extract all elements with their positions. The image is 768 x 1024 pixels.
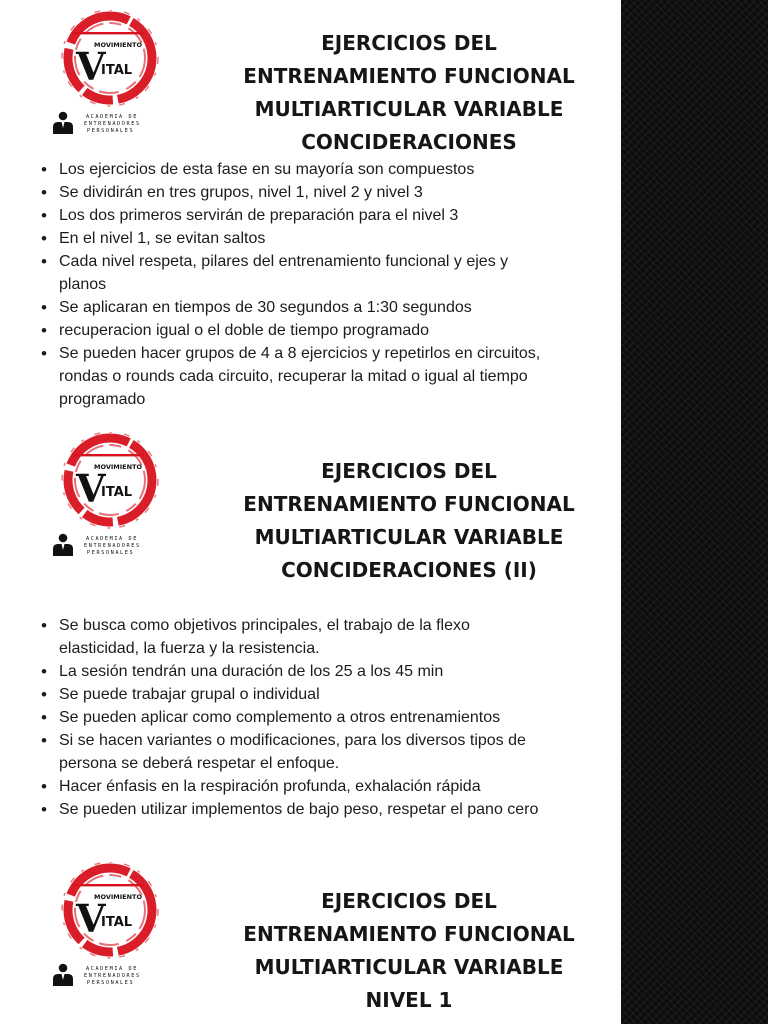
logo-sub-line-1: ACADEMIA DE	[86, 966, 138, 972]
list-item: • Se aplicaran en tiempos de 30 segundos a 1:30 segundos	[36, 296, 616, 319]
title-line: MULTIARTICULAR VARIABLE	[254, 525, 564, 549]
list-item: • La sesión tendrán una duración de los 25 a los 45 min	[36, 660, 616, 683]
movimiento-vital-logo	[48, 432, 173, 567]
movimiento-vital-logo	[48, 862, 173, 997]
section-title	[200, 27, 618, 159]
list-item: • Hacer énfasis en la respiración profunda, exhalación rápida	[36, 775, 616, 798]
logo-main-word: ITAL	[101, 915, 133, 930]
logo-top-bar	[72, 884, 144, 886]
logo-sub-line-2: ENTRENADORES	[84, 543, 141, 549]
logo-sub-line-1: ACADEMIA DE	[86, 536, 138, 542]
title-line: CONCIDERACIONES (II)	[281, 558, 537, 582]
title-line: ENTRENAMIENTO FUNCIONAL	[243, 492, 575, 516]
list-item: • Se pueden hacer grupos de 4 a 8 ejercicios y repetirlos en circuitos, rondas o rounds cada circuito, recuperar la mitad o igual al tiempo programado	[36, 342, 616, 411]
title-line: MULTIARTICULAR VARIABLE	[254, 97, 564, 121]
list-item: • Los dos primeros servirán de preparación para el nivel 3	[36, 204, 616, 227]
bullet-list	[36, 614, 616, 821]
logo-top-word: MOVIMIENTO	[94, 463, 142, 471]
logo-main-word: ITAL	[101, 63, 133, 78]
list-item: • Se pueden aplicar como complemento a otros entrenamientos	[36, 706, 616, 729]
list-item: • Se pueden utilizar implementos de bajo peso, respetar el pano cero	[36, 798, 616, 821]
title-line: NIVEL 1	[365, 988, 453, 1012]
list-item: • Si se hacen variantes o modificaciones, para los diversos tipos de persona se deberá respetar el enfoque.	[36, 729, 616, 775]
logo-slot	[48, 862, 173, 997]
logo-main-word: ITAL	[101, 485, 133, 500]
bullet-list	[36, 158, 616, 411]
title-line: ENTRENAMIENTO FUNCIONAL	[243, 64, 575, 88]
logo-top-word: MOVIMIENTO	[94, 893, 142, 901]
list-item: • Se busca como objetivos principales, el trabajo de la flexo elasticidad, la fuerza y la resistencia.	[36, 614, 616, 660]
list-item: • Los ejercicios de esta fase en su mayoría son compuestos	[36, 158, 616, 181]
logo-sub-line-2: ENTRENADORES	[84, 973, 141, 979]
list-item: • Se dividirán en tres grupos, nivel 1, nivel 2 y nivel 3	[36, 181, 616, 204]
section-title	[200, 455, 618, 587]
dark-side-panel	[621, 0, 768, 1024]
logo-sub-line-3: PERSONALES	[87, 128, 135, 134]
title-line: EJERCICIOS DEL	[321, 31, 497, 55]
trainer-person-icon	[53, 964, 73, 986]
logo-top-bar	[72, 32, 144, 34]
logo-slot	[48, 432, 173, 567]
list-item: • Cada nivel respeta, pilares del entrenamiento funcional y ejes y planos	[36, 250, 616, 296]
title-line: CONCIDERACIONES	[301, 130, 517, 154]
title-line: EJERCICIOS DEL	[321, 459, 497, 483]
section-title	[200, 885, 618, 1017]
list-item: • recuperacion igual o el doble de tiempo programado	[36, 319, 616, 342]
logo-big-letter: V	[76, 896, 106, 941]
trainer-person-icon	[53, 534, 73, 556]
logo-sub-line-2: ENTRENADORES	[84, 121, 141, 127]
logo-sub-line-3: PERSONALES	[87, 550, 135, 556]
logo-sub-line-3: PERSONALES	[87, 980, 135, 986]
logo-slot	[48, 10, 173, 145]
logo-big-letter: V	[76, 466, 106, 511]
list-item: • Se puede trabajar grupal o individual	[36, 683, 616, 706]
movimiento-vital-logo	[48, 10, 173, 145]
title-line: ENTRENAMIENTO FUNCIONAL	[243, 922, 575, 946]
title-line: EJERCICIOS DEL	[321, 889, 497, 913]
list-item: • En el nivel 1, se evitan saltos	[36, 227, 616, 250]
trainer-person-icon	[53, 112, 73, 134]
logo-sub-line-1: ACADEMIA DE	[86, 114, 138, 120]
title-line: MULTIARTICULAR VARIABLE	[254, 955, 564, 979]
logo-top-bar	[72, 454, 144, 456]
logo-top-word: MOVIMIENTO	[94, 41, 142, 49]
logo-big-letter: V	[76, 44, 106, 89]
